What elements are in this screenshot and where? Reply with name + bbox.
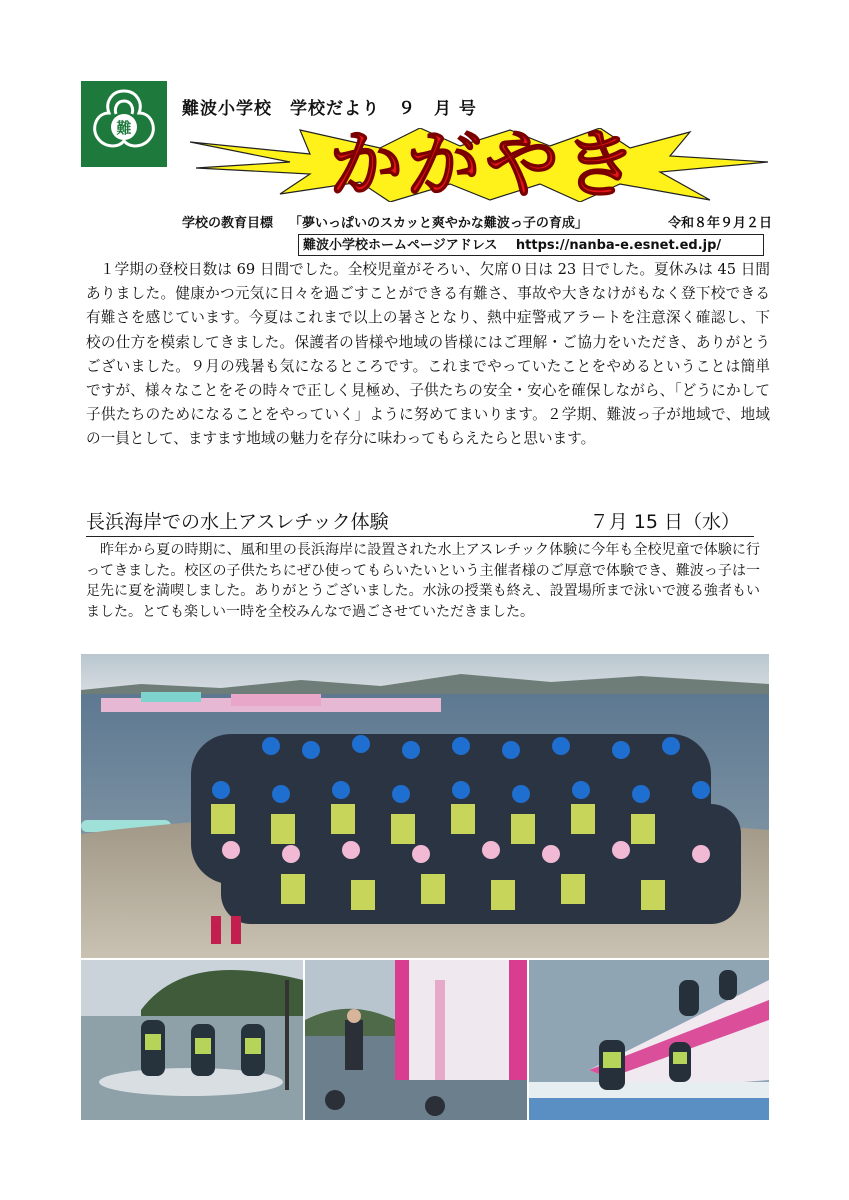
homepage-link[interactable]: https://nanba-e.esnet.ed.jp/	[515, 238, 722, 253]
section-date: ７月 15 日（水）	[589, 511, 740, 533]
school-goal-line	[182, 212, 772, 231]
logo-kanji: 難	[116, 119, 132, 137]
photo-inflatable-slide	[305, 960, 527, 1120]
intro-paragraph: １学期の登校日数は 69 日間でした。全校児童がそろい、欠席０日は 23 日でした。夏休みは 45 日間ありました。健康かつ元気に日々を過ごすことができる有難さ、事故や大きなけがもなく登下校できる有難さを感じています。今夏はこれまで以上の暑さとなり、熱中症警戒アラートを注意深く確認し、下校の仕方を模索してきました。保護者の皆様や地域の皆様にはご理解・ご協力をいただき、ありがとうございました。９月の残暑も気になるところです。これまでやっていたことをやめるということは簡単ですが、様々なことをその時々で正しく見極め、子供たちの安全・安心を確保しながら、「どうにかして子供たちのためになることをやっていく」ように努めてまいります。２学期、難波っ子が地域で、地域の一員として、ますます地域の魅力を存分に味わってもらえたらと思います。	[86, 261, 770, 448]
photo-paddleboard	[81, 960, 303, 1120]
section-heading	[86, 508, 754, 537]
goal-text: 「夢いっぱいのスカッと爽やかな難波っ子の育成」	[289, 216, 588, 231]
photo-climbing	[529, 960, 769, 1120]
section-title: 長浜海岸での水上アスレチック体験	[86, 511, 389, 533]
group-photo	[81, 654, 769, 958]
masthead-title: かがやき	[329, 122, 641, 208]
section-paragraph: 昨年から夏の時期に、風和里の長浜海岸に設置された水上アスレチック体験に今年も全校児童で体験に行ってきました。校区の子供たちにぜひ使ってもらいたいという主催者様のご厚意で体験でき、難波っ子は一足先に夏を満喫しました。ありがとうございました。水泳の授業も終え、設置場所まで泳いで渡る強者もいました。とても楽しい一時を全校みんなで過ごさせていただきました。	[86, 542, 760, 620]
homepage-address	[298, 234, 764, 256]
school-logo	[81, 81, 167, 167]
issue-date: 令和８年９月２日	[667, 216, 772, 231]
newsletter-title: 難波小学校 学校だより ９ 月 号	[182, 99, 477, 119]
url-label: 難波小学校ホームページアドレス	[303, 238, 498, 253]
goal-label: 学校の教育目標	[182, 216, 274, 231]
